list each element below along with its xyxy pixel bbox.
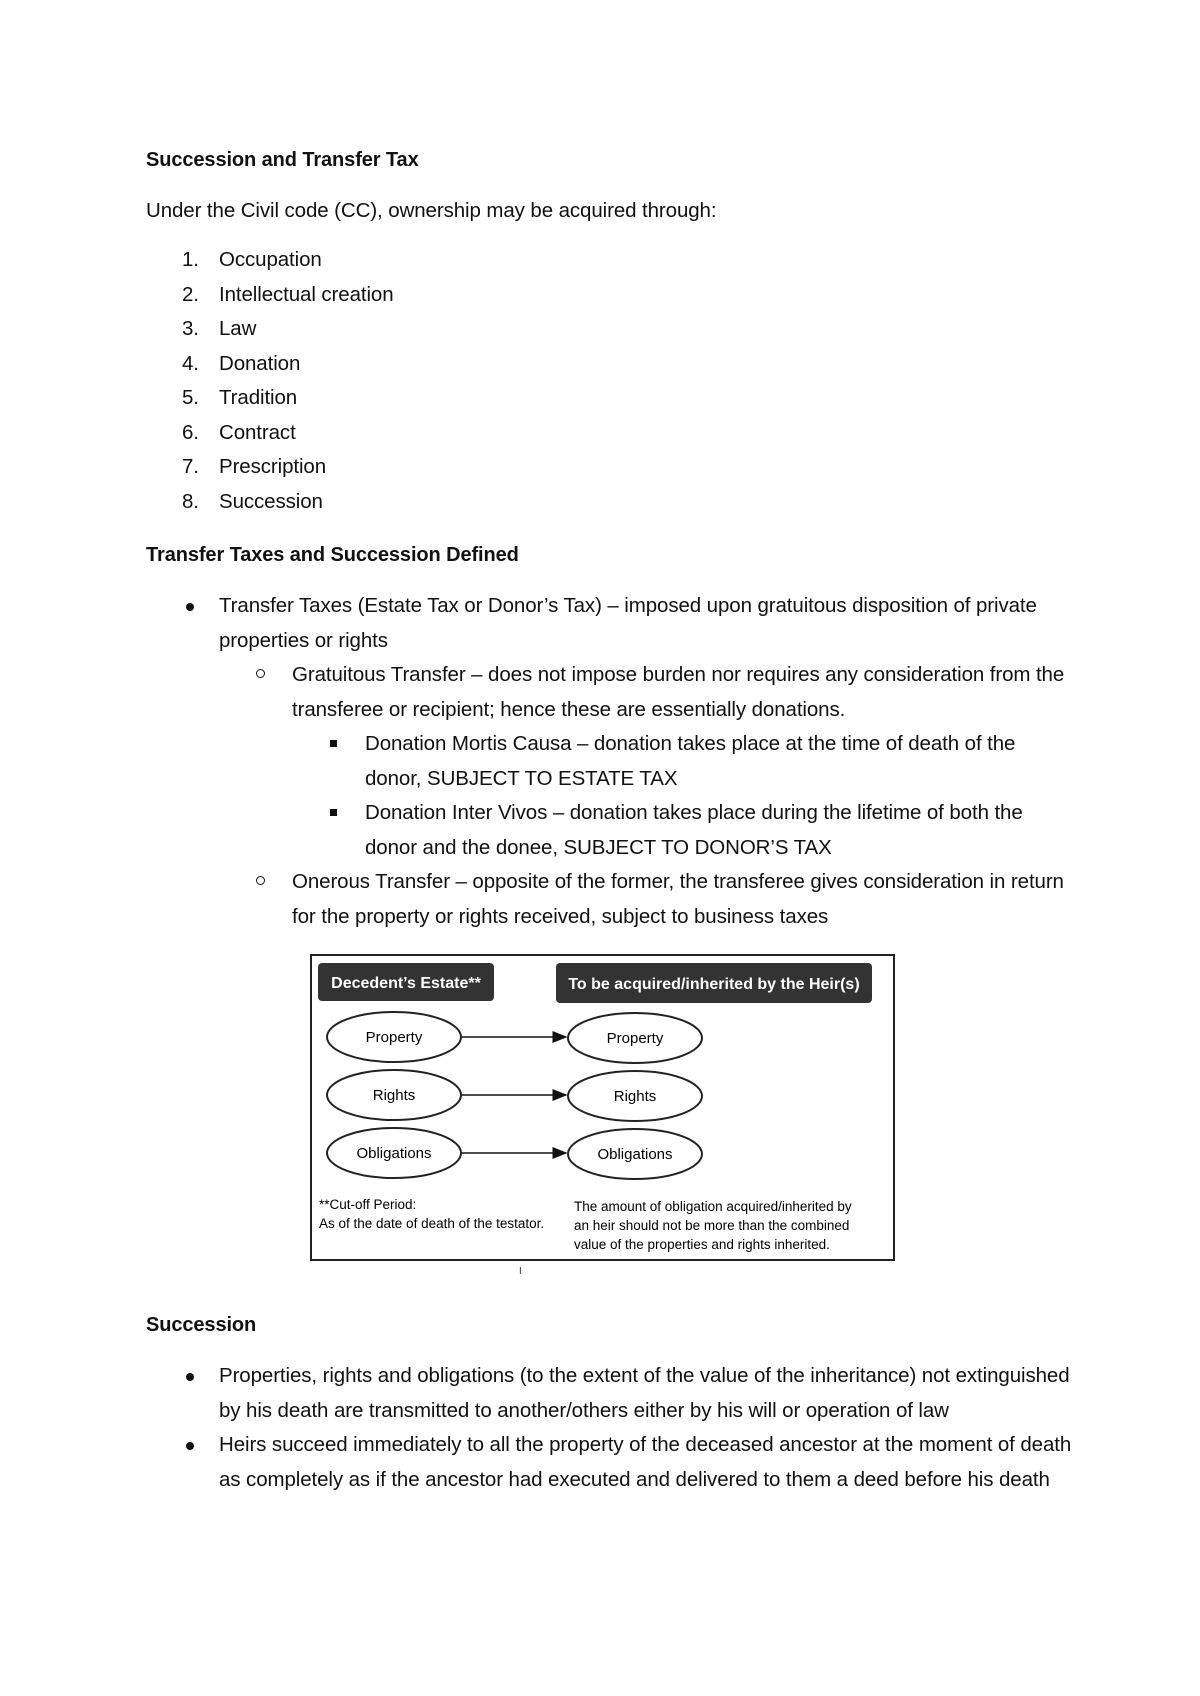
bullet-icon bbox=[186, 1442, 194, 1450]
list-number: 6. bbox=[182, 420, 199, 444]
list-number: 1. bbox=[182, 248, 199, 271]
list-item bbox=[146, 312, 394, 347]
list-item bbox=[146, 1359, 1076, 1428]
list-item bbox=[146, 658, 1076, 727]
list-item-text: Occupation bbox=[219, 248, 322, 271]
intro-paragraph: Under the Civil code (CC), ownership may be acquired through: bbox=[146, 199, 717, 222]
list-item-text: Donation bbox=[219, 351, 301, 375]
section-heading-succession: Succession bbox=[146, 1314, 257, 1336]
bullet-icon bbox=[186, 1373, 194, 1381]
list-item bbox=[146, 865, 1076, 934]
bullet-icon bbox=[186, 603, 194, 611]
list-number: 3. bbox=[182, 317, 199, 340]
succession-list bbox=[146, 1359, 1076, 1497]
list-item bbox=[146, 796, 1076, 865]
list-number: 4. bbox=[182, 351, 199, 375]
cutoff-note-line-2: As of the date of death of the testator. bbox=[319, 1216, 545, 1231]
list-item bbox=[146, 416, 394, 451]
list-item-text: Succession bbox=[219, 489, 323, 513]
list-item bbox=[146, 589, 1076, 658]
section-heading-transfer-taxes: Transfer Taxes and Succession Defined bbox=[146, 544, 519, 566]
right-rights-label: Rights bbox=[613, 1088, 657, 1105]
list-item-text: Prescription bbox=[219, 455, 327, 478]
list-item-text: Intellectual creation bbox=[219, 282, 394, 306]
succession-diagram bbox=[310, 953, 896, 1263]
left-rights-label: Rights bbox=[372, 1087, 416, 1104]
bullet-text: Properties, rights and obligations (to the extent of the value of the inheritance) not extinguished by his death are transmitted to another/others either by his will or operation of law bbox=[219, 1364, 1070, 1422]
hollow-bullet-icon bbox=[256, 669, 265, 678]
cutoff-note-line-1: **Cut-off Period: bbox=[319, 1197, 417, 1212]
list-item bbox=[146, 347, 394, 382]
ownership-modes-list bbox=[146, 243, 394, 519]
transfer-taxes-list bbox=[146, 589, 1076, 934]
stray-mark: ι bbox=[519, 1262, 522, 1277]
bullet-text: Donation Inter Vivos – donation takes place during the lifetime of both the donor and the donee, SUBJECT TO DONOR’S TAX bbox=[365, 801, 1023, 859]
list-item bbox=[146, 278, 394, 313]
heirs-header-label: To be acquired/inherited by the Heir(s) bbox=[568, 976, 860, 993]
bullet-text: Gratuitous Transfer – does not impose burden nor requires any consideration from the transferee or recipient; hence these are essentially donations. bbox=[292, 663, 1065, 721]
hollow-bullet-icon bbox=[256, 876, 265, 885]
decedent-estate-header-label: Decedent’s Estate** bbox=[331, 975, 481, 992]
list-item bbox=[146, 450, 394, 485]
right-property-label: Property bbox=[606, 1030, 664, 1047]
list-item bbox=[146, 1428, 1076, 1497]
list-number: 2. bbox=[182, 282, 199, 306]
square-bullet-icon bbox=[330, 740, 337, 747]
list-item-text: Tradition bbox=[219, 386, 298, 409]
obligation-note-line-2: an heir should not be more than the combined bbox=[574, 1218, 850, 1233]
obligation-note-line-3: value of the properties and rights inherited. bbox=[574, 1237, 830, 1252]
list-number: 7. bbox=[182, 455, 199, 478]
obligation-note-line-1: The amount of obligation acquired/inherited by bbox=[574, 1199, 852, 1214]
list-item bbox=[146, 485, 394, 520]
list-number: 8. bbox=[182, 489, 199, 513]
bullet-text: Heirs succeed immediately to all the property of the deceased ancestor at the moment of death as completely as if the ancestor had executed and delivered to them a deed before his death bbox=[219, 1433, 1072, 1491]
list-item bbox=[146, 381, 394, 416]
list-item bbox=[146, 243, 394, 278]
page-title: Succession and Transfer Tax bbox=[146, 149, 419, 171]
list-item-text: Law bbox=[219, 317, 257, 340]
list-number: 5. bbox=[182, 386, 199, 409]
list-item-text: Contract bbox=[219, 420, 296, 444]
left-property-label: Property bbox=[365, 1029, 423, 1046]
left-obligations-label: Obligations bbox=[356, 1145, 432, 1162]
bullet-text: Transfer Taxes (Estate Tax or Donor’s Tax) – imposed upon gratuitous disposition of private properties or rights bbox=[219, 594, 1037, 652]
bullet-text: Onerous Transfer – opposite of the former, the transferee gives consideration in return for the property or rights received, subject to business taxes bbox=[292, 870, 1064, 928]
square-bullet-icon bbox=[330, 809, 337, 816]
list-item bbox=[146, 727, 1076, 796]
right-obligations-label: Obligations bbox=[597, 1146, 673, 1163]
bullet-text: Donation Mortis Causa – donation takes place at the time of death of the donor, SUBJECT TO ESTATE TAX bbox=[365, 732, 1016, 790]
